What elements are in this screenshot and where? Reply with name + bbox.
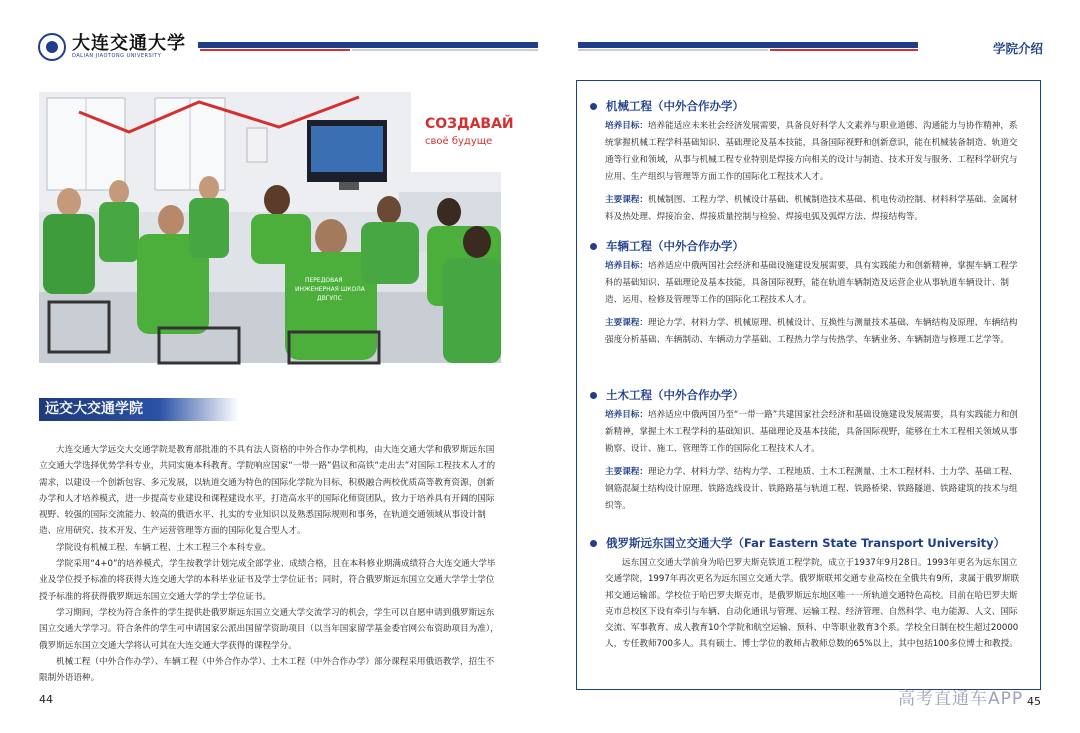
section-title: 远交大交通学院 — [39, 398, 239, 421]
goal-label: 培养目标： — [605, 261, 648, 271]
app-watermark: 高考直通车APP — [898, 689, 1024, 709]
header-stripe-blue — [198, 42, 538, 48]
course-text: 机械制图、工程力学、机械设计基础、机械制造技术基础、机电传动控制、材料科学基础、金属材料及热处理、焊接冶金、焊接质量控制与检验、焊接电弧及弧焊方法、焊接结构等。 — [605, 195, 1018, 222]
program-heading: 土木工程（中外合作办学） — [606, 388, 744, 402]
intro-paragraph: 学院采用“4+0”的培养模式，学生按教学计划完成全部学业、成绩合格，且在本科修业期满成绩符合大连交通大学毕业及学位授予标准的将获得大连交通大学的本科毕业证书及学士学位证书；同时，符合俄罗斯远东国立交通大学学士学位授予标准的将获得俄罗斯远东国立交通大学的学士学位证书。 — [39, 559, 496, 602]
header-stripe-red — [200, 49, 350, 51]
goal-label: 培养目标： — [605, 410, 648, 420]
vest-text-line2: ИНЖЕНЕРНАЯ ШКОЛА — [295, 286, 365, 293]
course-text: 理论力学、材料力学、结构力学、工程地质、土木工程测量、土木工程材料、土力学、基础工程、钢筋混凝土结构设计原理、铁路选线设计、铁路路基与轨道工程、铁路桥梁、铁路隧道、铁路建筑的技术与组织等。 — [605, 467, 1018, 511]
intro-paragraph: 学院设有机械工程、车辆工程、土木工程三个本科专业。 — [56, 542, 271, 553]
course-label: 主要课程： — [605, 467, 648, 477]
header-stripe-gray-right — [578, 49, 768, 51]
intro-text — [39, 442, 501, 686]
university-seal-icon — [38, 33, 66, 61]
program-heading: 机械工程（中外合作办学） — [606, 99, 744, 113]
intro-paragraph: 机械工程（中外合作办学）、车辆工程（中外合作办学）、土木工程（中外合作办学）部分课程采用俄语教学，招生不限制外语语种。 — [39, 656, 495, 684]
course-text: 理论力学、材料力学、机械原理、机械设计、互换性与测量技术基础、车辆结构及原理、车辆结构强度分析基础、车辆制动、车辆动力学基础、工程热力学与传热学、车辆业务、车辆制造与修理工艺学等。 — [605, 318, 1018, 345]
classroom-photo — [39, 92, 514, 363]
intro-paragraph: 学习期间，学校为符合条件的学生提供赴俄罗斯远东国立交通大学交流学习的机会，学生可以自愿申请到俄罗斯远东国立交通大学学习。符合条件的学生可申请国家公派出国留学资助项目（以当年国家留学基金委官网公布资助项目为准），俄罗斯远东国立交通大学将认可其在大连交通大学获得的课程学分。 — [39, 607, 499, 651]
vest-text-line3: ДВГУПС — [317, 295, 342, 302]
header-stripe-gray — [352, 49, 538, 51]
page-number-left: 44 — [39, 693, 53, 706]
vest-text-line1: ПЕРЕДОВАЯ — [305, 277, 343, 284]
university-intro — [605, 535, 1023, 653]
university-heading: 俄罗斯远东国立交通大学（Far Eastern State Transport University） — [606, 536, 1006, 550]
bullet-dot-icon — [590, 103, 597, 110]
program-mechanical — [605, 98, 1023, 226]
university-logo — [38, 33, 186, 61]
university-text: 远东国立交通大学前身为哈巴罗夫斯克铁道工程学院，成立于1937年9月28日。1993年更名为远东国立交通学院，1997年再次更名为远东国立交通大学。俄罗斯联邦交通专业高校在全俄共有9所，隶属于俄罗斯联邦交通运输部。学校位于哈巴罗夫斯克市，是俄罗斯远东地区唯一一所轨道交通特色高校。目前在哈巴罗夫斯克市总校区下设有牵引与车辆、自动化通讯与管理、运输工程、经济管理、自然科学、电力能源、人文、国际交流、军事教育、成人教育10个学院和航空运输、预科、中等职业教育3个系。学校全日制在校生超过20000人，专任教师700多人。具有硕士、博士学位的教师占教师总数的65%以上，其中包括100多位博士和教授。 — [605, 558, 1020, 650]
header-stripe-blue-right — [578, 42, 918, 48]
intro-paragraph: 大连交通大学远交大交通学院是教育部批准的不具有法人资格的中外合作办学机构，由大连交通大学和俄罗斯远东国立交通大学选择优势学科专业，共同实施本科教育。学院响应国家“一带一路”倡议和高铁“走出去”对国际工程技术人才的需求，以建设一个创新包容、多元发展，以轨道交通为特色的国际化学院为目标，积极融合两校优质高等教育资源，创新办学和人才培养模式，进一步提高专业建设和课程建设水平，打造高水平的国际化师资团队，致力于培养具有开阔的国际视野、较强的国际交流能力、较高的俄语水平、扎实的专业知识以及熟悉国际规则和事务，在轨道交通领域从事设计制造、应用研究、技术开发、生产运营管理等方面的国际化复合型人才。 — [39, 445, 496, 537]
wall-sign-line1: СОЗДАВАЙ — [425, 116, 514, 132]
page-header-title: 学院介绍 — [992, 41, 1043, 56]
classroom-photo-svg — [39, 92, 514, 363]
goal-label: 培养目标： — [605, 121, 648, 131]
goal-text: 培养能适应未来社会经济发展需要，具备良好科学人文素养与职业道德、沟通能力与协作精神，系统掌握机械工程学科基础知识、基础理论及基本技能，具备国际视野和创新意识，能在机械装备制造、轨道交通等行业和领域，从事与机械工程专业特别是焊接方向相关的设计与制造、技术开发与服务、工程科学研究与应用、生产组织与管理等方面工作的国际化工程技术人才。 — [605, 121, 1018, 182]
header-stripe-red-right — [770, 49, 918, 51]
logo-chinese-name: 大连交通大学 — [72, 33, 186, 54]
goal-text: 培养适应中俄两国乃至“一带一路”共建国家社会经济和基础设施建设发展需要，具有实践能力和创新精神，掌握土木工程学科的基础知识、基础理论及基本技能，具备国际视野，能够在土木工程相关领域从事勘察、设计、施工、管理等工作的国际化工程技术人才。 — [605, 410, 1018, 454]
program-heading: 车辆工程（中外合作办学） — [606, 239, 744, 253]
wall-sign-line2: своё будуще — [425, 136, 493, 147]
program-vehicle — [605, 238, 1023, 349]
bullet-dot-icon — [590, 243, 597, 250]
right-page — [540, 0, 1080, 733]
page-number-right: 45 — [1027, 695, 1041, 708]
course-label: 主要课程： — [605, 195, 648, 205]
logo-english-name: DALIAN JIAOTONG UNIVERSITY — [72, 53, 162, 59]
program-civil — [605, 387, 1023, 515]
goal-text: 培养适应中俄两国社会经济和基础设施建设发展需要，具有实践能力和创新精神，掌握车辆工程学科的基础知识、基础理论及基本技能，具备国际视野，能在轨道车辆制造及运营企业从事轨道车辆设计、制造、运用、检修及管理等工作的国际化工程技术人才。 — [605, 261, 1018, 305]
course-label: 主要课程： — [605, 318, 648, 328]
bullet-dot-icon — [590, 392, 597, 399]
bullet-dot-icon — [590, 540, 597, 547]
